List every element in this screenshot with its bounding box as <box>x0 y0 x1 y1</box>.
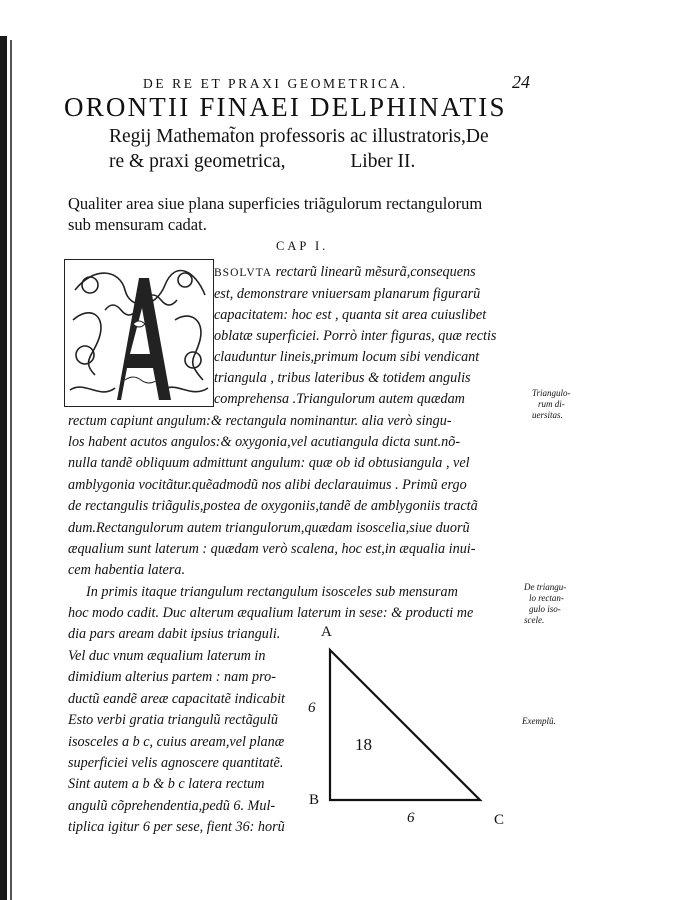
paragraph-1-line <box>214 285 480 303</box>
side-bc-length: 6 <box>407 810 415 826</box>
line-text: rectum capiunt angulum:& rectangula nominantur. alia verò singu- <box>68 413 452 429</box>
running-head: DE RE ET PRAXI GEOMETRICA. <box>143 76 408 91</box>
paragraph-2-line: Sint autem a b & b c latera rectum <box>68 776 265 792</box>
paragraph-1-line <box>68 476 467 494</box>
margin-note-line: Triangulo- <box>532 388 571 398</box>
margin-note-example <box>522 716 556 727</box>
side-ab-length: 6 <box>308 700 316 716</box>
paragraph-2-line: angulũ cõprehendentia,pedũ 6. Mul- <box>68 798 276 814</box>
margin-note-line: uersitas. <box>532 410 563 420</box>
line-text: rectarũ linearũ mẽsurã,consequens <box>272 264 476 280</box>
margin-note-line: scele. <box>524 615 545 625</box>
paragraph-2-line: isosceles a b c, cuius aream,vel planæ <box>68 734 285 750</box>
book-title-block <box>109 124 529 174</box>
line-text: nulla tandẽ obliquum admittunt angulum: quæ ob id obtusiangula , vel <box>68 455 470 471</box>
triangle-figure <box>326 644 486 806</box>
line-text: dum.Rectangulorum autem triangulorum,quædam isoscelia,siue duorũ <box>68 520 470 536</box>
line-text: capacitatem: hoc est , quanta sit area cuiuslibet <box>214 307 487 323</box>
page-number: 24 <box>512 72 530 92</box>
paragraph-1-line <box>214 306 486 324</box>
paragraph-2-line: dimidium alterius partem : nam pro- <box>68 669 276 685</box>
paragraph-1-line <box>214 390 465 408</box>
margin-note-line: Exemplũ. <box>522 716 556 726</box>
line-text: de rectangulis triãgulis,postea de oxygoniis,tandẽ de amblygoniis tractã <box>68 498 478 514</box>
paragraph-1-line <box>68 561 185 579</box>
paragraph-1-line <box>214 348 479 366</box>
book-title-line-2: Regij Mathemat̃on professoris ac illustratoris,De <box>109 126 489 147</box>
vertex-label-a: A <box>321 624 332 640</box>
binding-shadow <box>0 36 7 900</box>
paragraph-1-line <box>214 369 471 387</box>
section-heading <box>68 193 524 235</box>
area-value: 18 <box>355 735 372 754</box>
paragraph-2-line: Vel duc vnum æqualium laterum in <box>68 648 266 664</box>
vertex-label-c: C <box>494 812 505 828</box>
vertex-label-b: B <box>309 792 320 808</box>
paragraph-1-line <box>68 519 470 537</box>
initial-ornament <box>65 260 213 406</box>
margin-note-line: rum di- <box>538 399 565 409</box>
paragraph-1-line <box>68 412 452 430</box>
margin-note-line: gulo iso- <box>529 604 561 614</box>
paragraph-2-line: dia pars aream dabit ipsius trianguli. <box>68 626 281 642</box>
paragraph-2-line: Esto verbi gratia triangulũ rectãgulũ <box>68 712 278 728</box>
line-text: los habent acutos angulos:& oxygonia,vel acutiangula dicta sunt.nõ- <box>68 434 461 450</box>
small-caps-opening: BSOLVTA <box>214 267 273 279</box>
book-title-line-1: ORONTII FINAEI DELPHINATIS <box>64 92 507 122</box>
book-title-line-3a: re & praxi geometrica, <box>109 151 286 172</box>
line-text: cem habentia latera. <box>68 562 186 578</box>
line-text: oblatæ superficiei. Porrò inter figuras, quæ rectis <box>214 328 497 344</box>
line-text: est, demonstrare vniuersam planarum figurarũ <box>214 286 481 302</box>
margin-note-triangle-types <box>532 388 571 421</box>
triangle-abc <box>330 650 480 800</box>
line-text: amblygonia vocitãtur.quẽadmodũ nos alibi declarauimus . Primũ ergo <box>68 477 467 493</box>
paragraph-2-line: tiplica igitur 6 per sese, fient 36: horũ <box>68 819 285 835</box>
paragraph-2-line: ductũ eandẽ areæ capacitatẽ indicabit <box>68 691 285 707</box>
paragraph-1-line <box>214 327 496 345</box>
line-text: triangula , tribus lateribus & totidem angulis <box>214 370 471 386</box>
paragraph-1-line <box>68 433 460 451</box>
line-text: comprehensa .Triangulorum autem quædam <box>214 391 465 407</box>
section-heading-line-2: sub mensuram cadat. <box>68 215 207 234</box>
paragraph-2-line: superficiei velis agnoscere quantitatẽ. <box>68 755 284 771</box>
binding-edge <box>10 40 12 900</box>
section-heading-line-1: Qualiter area siue plana superficies triãgulorum rectangulorum <box>68 194 483 213</box>
paragraph-1-line <box>68 540 475 558</box>
line-text: clauduntur lineis,primum locum sibi vendicant <box>214 349 480 365</box>
paragraph-1-line <box>68 497 478 515</box>
paragraph-1-line <box>68 454 470 472</box>
paragraph-2-line: In primis itaque triangulum rectangulum isosceles sub mensuram <box>86 584 458 600</box>
paragraph-1-line <box>214 263 476 282</box>
margin-note-isosceles <box>524 582 566 626</box>
paragraph-2-line: hoc modo cadit. Duc alterum æqualium laterum in sese: & producti me <box>68 605 474 621</box>
book-title-line-3 <box>109 149 529 174</box>
margin-note-line: De triangu- <box>524 582 567 592</box>
line-text: æqualium sunt laterum : quædam verò scalena, hoc est,in æqualia inui- <box>68 541 476 557</box>
book-number: Liber II. <box>350 151 416 172</box>
margin-note-line: lo rectan- <box>529 593 564 603</box>
decorated-initial-a-icon <box>64 259 214 407</box>
chapter-number: CAP I. <box>276 239 329 253</box>
